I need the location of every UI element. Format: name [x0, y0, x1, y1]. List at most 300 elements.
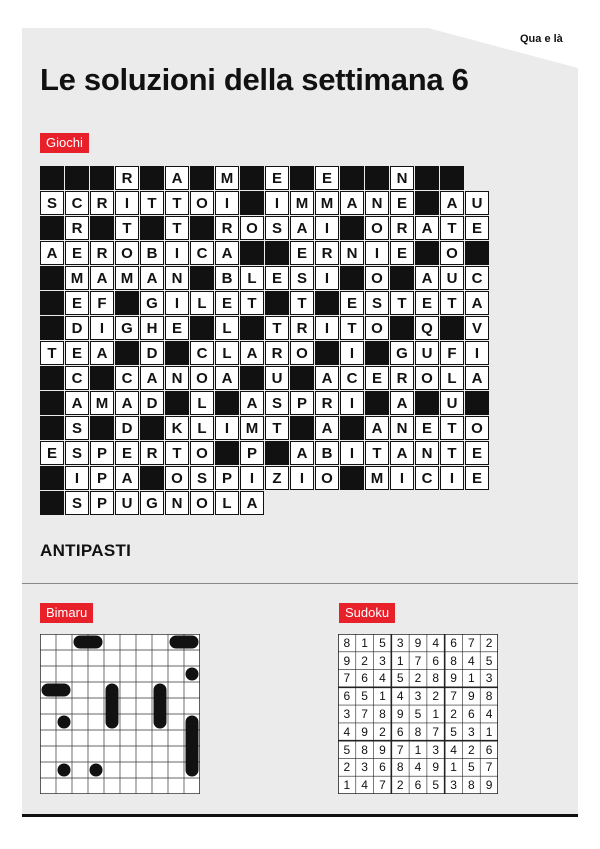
crossword-cell: S [265, 391, 289, 415]
crossword-black-cell [315, 291, 339, 315]
crossword-cell: C [190, 241, 214, 265]
crossword-cell: O [190, 441, 214, 465]
crossword-black-cell [40, 291, 64, 315]
crossword-black-cell [165, 341, 189, 365]
crossword-cell: L [190, 416, 214, 440]
sudoku-cell: 7 [361, 706, 368, 721]
sudoku-cell: 6 [467, 706, 475, 721]
crossword-cell: R [215, 216, 239, 240]
crossword-cell: M [90, 391, 114, 415]
sudoku-cell: 9 [361, 724, 368, 739]
section-divider [22, 583, 578, 584]
crossword-cell: E [390, 241, 414, 265]
crossword-black-cell [240, 241, 264, 265]
crossword-cell: I [315, 316, 339, 340]
crossword-black-cell [40, 416, 64, 440]
sudoku-cell: 8 [467, 778, 475, 793]
crossword-cell: O [365, 216, 389, 240]
crossword-black-cell [390, 266, 414, 290]
crossword-black-cell [240, 316, 264, 340]
crossword-black-cell [365, 391, 389, 415]
crossword-black-cell [265, 291, 289, 315]
sudoku-cell: 1 [396, 653, 404, 668]
crossword-cell: C [415, 466, 439, 490]
crossword-black-cell [390, 316, 414, 340]
bimaru-ship-top [186, 716, 199, 731]
crossword-cell: E [40, 441, 64, 465]
sudoku-cell: 9 [485, 778, 493, 793]
crossword-cell: Q [415, 316, 439, 340]
sudoku-cell: 2 [361, 653, 368, 668]
crossword-cell: E [115, 441, 139, 465]
sudoku-cell: 3 [414, 689, 422, 704]
crossword-black-cell [415, 241, 439, 265]
sudoku-cell: 5 [379, 635, 386, 650]
crossword-black-cell [90, 416, 114, 440]
crossword-cell: O [315, 466, 339, 490]
crossword-cell: S [265, 216, 289, 240]
bimaru-ship-bottom [154, 714, 167, 729]
crossword-cell: L [215, 316, 239, 340]
crossword-cell: O [165, 466, 189, 490]
bimaru-ship-left [42, 684, 57, 697]
bimaru-ship-sub [90, 764, 103, 777]
crossword-cell: A [115, 466, 139, 490]
crossword-cell: A [465, 366, 489, 390]
crossword-cell: I [215, 191, 239, 215]
crossword-cell: S [40, 191, 64, 215]
crossword-cell: P [290, 391, 314, 415]
crossword-cell: D [140, 341, 164, 365]
sudoku-cell: 7 [467, 635, 475, 650]
sudoku-cell: 9 [414, 635, 422, 650]
sudoku-cell: 5 [361, 689, 368, 704]
crossword-cell: T [390, 291, 414, 315]
sudoku-cell: 2 [432, 689, 440, 704]
crossword-cell: T [440, 291, 464, 315]
crossword-cell: G [140, 291, 164, 315]
crossword-cell: A [240, 491, 264, 515]
crossword-cell: U [115, 491, 139, 515]
crossword-cell: T [265, 316, 289, 340]
crossword-cell: I [65, 466, 89, 490]
crossword-cell: A [240, 391, 264, 415]
sudoku-cell: 3 [432, 742, 440, 757]
bimaru-ship-left [170, 636, 184, 649]
sudoku-cell: 3 [485, 671, 493, 686]
crossword-cell: H [140, 316, 164, 340]
crossword-black-cell [140, 216, 164, 240]
crossword-black-cell [215, 391, 239, 415]
crossword-cell: T [340, 316, 364, 340]
crossword-cell: A [240, 341, 264, 365]
sudoku-cell: 7 [432, 724, 440, 739]
crossword-cell: A [340, 191, 364, 215]
crossword-cell: T [165, 441, 189, 465]
crossword-cell: P [215, 466, 239, 490]
crossword-black-cell [340, 466, 364, 490]
crossword-cell: L [215, 491, 239, 515]
bimaru-ship-top [154, 684, 167, 699]
sudoku-cell: 6 [485, 742, 493, 757]
sudoku-cell: 2 [450, 706, 457, 721]
sudoku-cell: 8 [396, 760, 404, 775]
crossword-black-cell [40, 466, 64, 490]
crossword-cell: O [465, 416, 489, 440]
crossword-cell: R [390, 366, 414, 390]
crossword-cell: T [440, 416, 464, 440]
sudoku-cell: 7 [379, 778, 386, 793]
crossword-black-cell [215, 441, 239, 465]
crossword-cell: A [440, 191, 464, 215]
crossword-cell: E [265, 166, 289, 190]
crossword-cell: N [340, 241, 364, 265]
crossword-caption: ANTIPASTI [40, 541, 132, 560]
crossword-cell: T [440, 441, 464, 465]
sudoku-cell: 7 [450, 689, 457, 704]
crossword-black-cell [40, 266, 64, 290]
crossword-cell: C [65, 366, 89, 390]
crossword-cell: T [165, 191, 189, 215]
crossword-cell: P [90, 441, 114, 465]
crossword-cell: Z [265, 466, 289, 490]
sudoku-cell: 6 [379, 760, 386, 775]
crossword-cell: A [365, 416, 389, 440]
crossword-black-cell [40, 216, 64, 240]
crossword-cell: G [390, 341, 414, 365]
crossword-cell: E [215, 291, 239, 315]
crossword-cell: U [440, 391, 464, 415]
bimaru-ship-right [88, 636, 103, 649]
crossword-cell: O [190, 366, 214, 390]
crossword-cell: I [165, 241, 189, 265]
crossword-cell: L [440, 366, 464, 390]
crossword-cell: A [390, 441, 414, 465]
crossword-cell: O [415, 366, 439, 390]
sudoku-cell: 8 [343, 635, 351, 650]
crossword-cell: E [340, 291, 364, 315]
crossword-black-cell [440, 166, 464, 190]
sudoku-cell: 4 [467, 653, 475, 668]
crossword-cell: G [140, 491, 164, 515]
crossword-cell: O [440, 241, 464, 265]
crossword-cell: E [165, 316, 189, 340]
bimaru-ship-mid [106, 698, 119, 714]
crossword-cell: T [115, 216, 139, 240]
sudoku-cell: 5 [432, 778, 440, 793]
crossword-cell: C [115, 366, 139, 390]
sudoku-cell: 6 [361, 671, 368, 686]
crossword-cell: N [165, 366, 189, 390]
crossword-cell: P [240, 441, 264, 465]
sudoku-cell: 2 [414, 671, 422, 686]
crossword-cell: T [290, 291, 314, 315]
crossword-cell: A [165, 166, 189, 190]
crossword-cell: O [365, 316, 389, 340]
sudoku-cell: 1 [414, 742, 422, 757]
crossword-cell: S [365, 291, 389, 315]
crossword-black-cell [240, 366, 264, 390]
crossword-cell: R [315, 241, 339, 265]
crossword-cell: I [90, 316, 114, 340]
crossword-cell: T [240, 291, 264, 315]
crossword-black-cell [440, 316, 464, 340]
sudoku-cell: 3 [361, 760, 368, 775]
crossword-cell: U [440, 266, 464, 290]
sudoku-cell: 4 [432, 635, 440, 650]
sudoku-cell: 3 [450, 778, 457, 793]
crossword-cell: B [140, 241, 164, 265]
crossword-cell: E [415, 291, 439, 315]
crossword-cell: E [65, 241, 89, 265]
crossword-cell: O [190, 491, 214, 515]
crossword-cell: N [165, 491, 189, 515]
crossword-cell: C [65, 191, 89, 215]
section-label: Qua e là [520, 33, 563, 45]
crossword-black-cell [415, 391, 439, 415]
crossword-cell: C [190, 341, 214, 365]
sudoku-cell: 6 [343, 689, 351, 704]
crossword-cell: U [465, 191, 489, 215]
sudoku-cell: 1 [485, 724, 493, 739]
sudoku-cell: 1 [450, 760, 457, 775]
crossword-black-cell [40, 316, 64, 340]
crossword-cell: P [90, 491, 114, 515]
sudoku-cell: 6 [396, 724, 404, 739]
sudoku-cell: 8 [485, 689, 493, 704]
crossword-black-cell [190, 316, 214, 340]
crossword-cell: N [415, 441, 439, 465]
crossword-cell: M [215, 166, 239, 190]
sudoku-cell: 9 [396, 706, 404, 721]
crossword-cell: I [315, 266, 339, 290]
bimaru-ship-mid [186, 746, 199, 762]
bimaru-ship-bottom [106, 714, 119, 729]
crossword-cell: K [165, 416, 189, 440]
bimaru-ship-top [106, 684, 119, 699]
crossword-cell: M [365, 466, 389, 490]
crossword-cell: O [365, 266, 389, 290]
crossword-cell: I [290, 466, 314, 490]
sudoku-cell: 5 [485, 653, 493, 668]
crossword-cell: R [115, 166, 139, 190]
sudoku-cell: 4 [414, 760, 422, 775]
crossword-cell: E [315, 166, 339, 190]
bimaru-grid [40, 634, 200, 794]
sudoku-cell: 8 [361, 742, 368, 757]
bimaru-ship-sub [58, 764, 71, 777]
crossword-cell: A [65, 391, 89, 415]
crossword-grid [40, 166, 490, 526]
crossword-cell: B [215, 266, 239, 290]
crossword-cell: A [140, 266, 164, 290]
crossword-black-cell [365, 341, 389, 365]
crossword-cell: S [65, 441, 89, 465]
crossword-black-cell [40, 166, 64, 190]
bimaru-ship-mid [154, 698, 167, 714]
crossword-cell: E [290, 241, 314, 265]
crossword-black-cell [290, 166, 314, 190]
bottom-rule [22, 814, 578, 817]
crossword-cell: R [290, 316, 314, 340]
sudoku-cell: 4 [361, 778, 368, 793]
crossword-cell: T [365, 441, 389, 465]
crossword-cell: E [415, 416, 439, 440]
crossword-cell: A [90, 266, 114, 290]
crossword-cell: M [65, 266, 89, 290]
sudoku-cell: 4 [343, 724, 351, 739]
crossword-black-cell [415, 166, 439, 190]
crossword-cell: I [115, 191, 139, 215]
sudoku-cell: 2 [396, 778, 404, 793]
crossword-cell: A [415, 216, 439, 240]
crossword-cell: I [365, 241, 389, 265]
sudoku-cell: 5 [396, 671, 404, 686]
crossword-cell: A [315, 416, 339, 440]
crossword-cell: M [115, 266, 139, 290]
crossword-cell: C [340, 366, 364, 390]
crossword-cell: I [240, 466, 264, 490]
crossword-black-cell [115, 341, 139, 365]
crossword-black-cell [65, 166, 89, 190]
crossword-black-cell [190, 166, 214, 190]
crossword-cell: D [65, 316, 89, 340]
crossword-black-cell [165, 391, 189, 415]
crossword-black-cell [340, 216, 364, 240]
crossword-black-cell [90, 166, 114, 190]
crossword-cell: O [240, 216, 264, 240]
giochi-tag: Giochi [40, 133, 89, 153]
bimaru-ship-right [56, 684, 71, 697]
sudoku-cell: 5 [414, 706, 422, 721]
crossword-black-cell [90, 216, 114, 240]
sudoku-cell: 6 [450, 635, 457, 650]
crossword-cell: E [265, 266, 289, 290]
crossword-black-cell [465, 391, 489, 415]
crossword-black-cell [140, 416, 164, 440]
sudoku-cell: 1 [343, 778, 351, 793]
bimaru-ship-mid [186, 730, 199, 746]
sudoku-cell: 1 [379, 689, 386, 704]
crossword-cell: F [90, 291, 114, 315]
crossword-cell: C [465, 266, 489, 290]
bimaru-tag: Bimaru [40, 603, 93, 623]
sudoku-cell: 6 [414, 778, 422, 793]
crossword-black-cell [265, 241, 289, 265]
crossword-cell: M [315, 191, 339, 215]
sudoku-cell: 3 [396, 635, 404, 650]
crossword-cell: S [65, 491, 89, 515]
crossword-black-cell [415, 191, 439, 215]
sudoku-cell: 4 [396, 689, 404, 704]
sudoku-cell: 8 [432, 671, 440, 686]
crossword-cell: A [215, 241, 239, 265]
crossword-black-cell [315, 341, 339, 365]
crossword-cell: U [265, 366, 289, 390]
crossword-cell: T [440, 216, 464, 240]
crossword-black-cell [240, 166, 264, 190]
crossword-cell: S [65, 416, 89, 440]
crossword-cell: E [465, 216, 489, 240]
bimaru-ship-right [184, 636, 199, 649]
crossword-cell: E [65, 291, 89, 315]
crossword-cell: R [65, 216, 89, 240]
crossword-cell: T [40, 341, 64, 365]
crossword-black-cell [340, 416, 364, 440]
crossword-cell: R [90, 191, 114, 215]
crossword-cell: M [290, 191, 314, 215]
sudoku-cell: 1 [432, 706, 440, 721]
sudoku-cell: 9 [343, 653, 351, 668]
crossword-cell: B [315, 441, 339, 465]
crossword-black-cell [465, 241, 489, 265]
crossword-cell: A [40, 241, 64, 265]
crossword-cell: N [390, 166, 414, 190]
crossword-cell: O [190, 191, 214, 215]
crossword-cell: A [415, 266, 439, 290]
sudoku-cell: 2 [379, 724, 386, 739]
crossword-cell: E [65, 341, 89, 365]
crossword-black-cell [190, 266, 214, 290]
crossword-black-cell [140, 466, 164, 490]
sudoku-tag: Sudoku [339, 603, 395, 623]
crossword-cell: L [215, 341, 239, 365]
sudoku-cell: 7 [485, 760, 493, 775]
crossword-cell: L [190, 391, 214, 415]
crossword-black-cell [265, 441, 289, 465]
sudoku-cell: 7 [396, 742, 404, 757]
crossword-cell: N [365, 191, 389, 215]
crossword-black-cell [240, 191, 264, 215]
sudoku-cell: 7 [414, 653, 422, 668]
sudoku-cell: 4 [485, 706, 493, 721]
bimaru-ship-bottom [186, 762, 199, 777]
crossword-cell: I [340, 391, 364, 415]
crossword-cell: I [340, 341, 364, 365]
crossword-cell: R [390, 216, 414, 240]
crossword-cell: M [240, 416, 264, 440]
sudoku-cell: 3 [467, 724, 475, 739]
sudoku-cell: 5 [467, 760, 475, 775]
sudoku-cell: 2 [467, 742, 475, 757]
crossword-cell: T [140, 191, 164, 215]
crossword-cell: A [115, 391, 139, 415]
bimaru-ship-sub [186, 668, 199, 681]
crossword-cell: T [265, 416, 289, 440]
sudoku-cell: 9 [467, 689, 475, 704]
sudoku-cell: 8 [379, 706, 386, 721]
crossword-cell: R [140, 441, 164, 465]
crossword-black-cell [40, 491, 64, 515]
sudoku-cell: 7 [343, 671, 351, 686]
bimaru-ship-left [74, 636, 89, 649]
crossword-cell: V [465, 316, 489, 340]
bimaru-ship-sub [58, 716, 71, 729]
crossword-cell: F [440, 341, 464, 365]
crossword-cell: S [190, 466, 214, 490]
crossword-black-cell [340, 166, 364, 190]
sudoku-grid [338, 634, 498, 794]
crossword-cell: E [390, 191, 414, 215]
crossword-black-cell [90, 366, 114, 390]
crossword-cell: N [165, 266, 189, 290]
crossword-cell: A [290, 216, 314, 240]
crossword-cell: R [90, 241, 114, 265]
crossword-cell: N [390, 416, 414, 440]
sudoku-cell: 5 [343, 742, 351, 757]
sudoku-cell: 4 [450, 742, 457, 757]
crossword-cell: D [115, 416, 139, 440]
